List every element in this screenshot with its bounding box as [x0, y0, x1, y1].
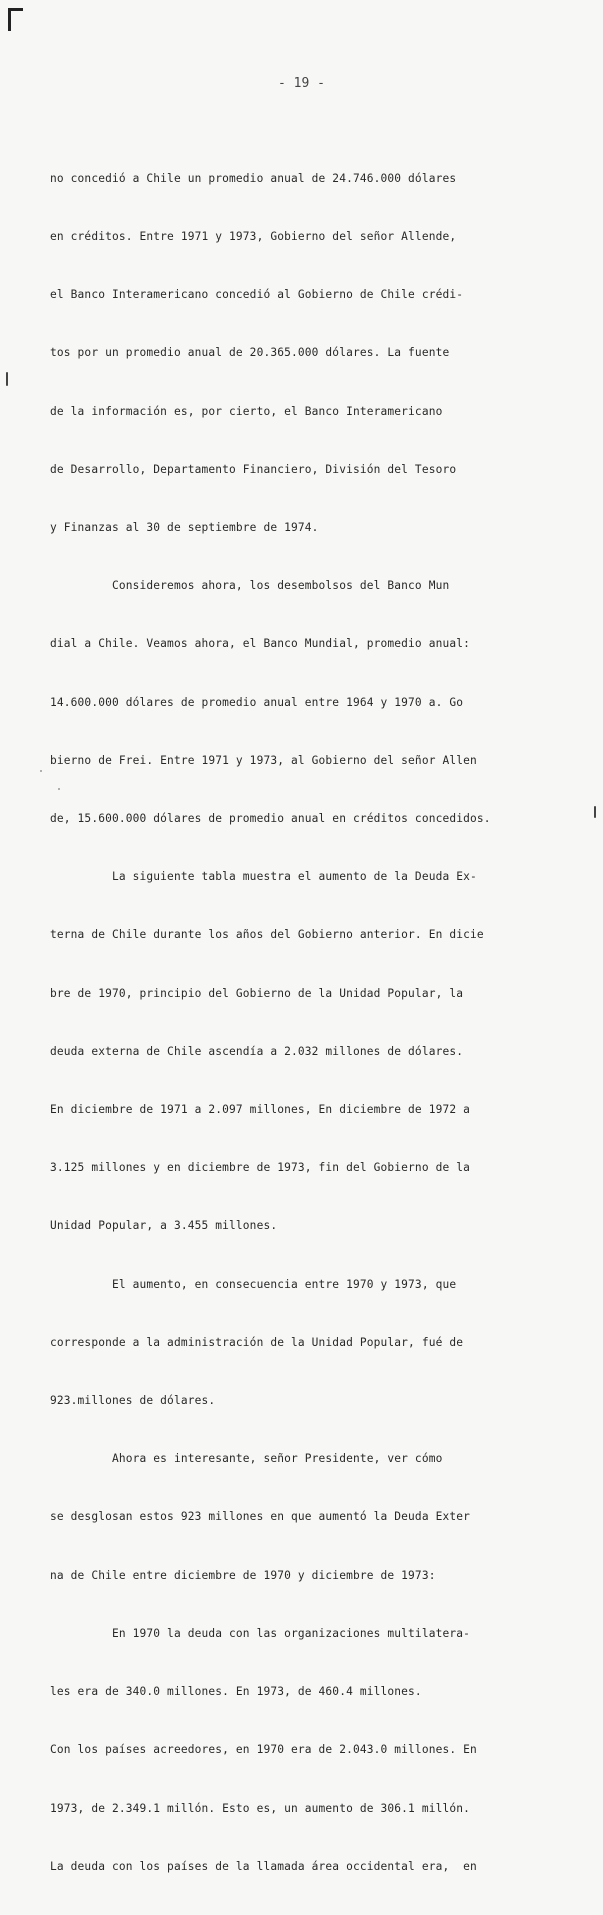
text-line: 14.600.000 dólares de promedio anual entre 1964 y 1970 a. Go [50, 695, 464, 709]
scan-speck [40, 770, 42, 772]
text-line: En diciembre de 1971 a 2.097 millones, En diciembre de 1972 a [50, 1103, 471, 1117]
text-line: En 1970 la deuda con las organizaciones multilatera- [50, 1626, 471, 1640]
text-line: deuda externa de Chile ascendía a 2.032 millones de dólares. [50, 1044, 464, 1058]
text-line: terna de Chile durante los años del Gobierno anterior. En dicie [50, 928, 484, 942]
text-line: 1973, de 2.349.1 millón. Esto es, un aumento de 306.1 millón. [50, 1801, 471, 1815]
text-line: La siguiente tabla muestra el aumento de la Deuda Ex- [50, 870, 477, 884]
text-line: Con los países acreedores, en 1970 era de 2.043.0 millones. En [50, 1743, 477, 1757]
text-line: 3.125 millones y en diciembre de 1973, fin del Gobierno de la [50, 1161, 471, 1175]
text-line: tos por un promedio anual de 20.365.000 dólares. La fuente [50, 346, 450, 360]
text-line: y Finanzas al 30 de septiembre de 1974. [50, 521, 319, 535]
text-line: La deuda con los países de la llamada área occidental era, en [50, 1859, 477, 1873]
text-line: de Desarrollo, Departamento Financiero, División del Tesoro [50, 462, 457, 476]
text-line: Unidad Popular, a 3.455 millones. [50, 1219, 278, 1233]
scan-corner-mark [8, 8, 23, 31]
scan-speck [58, 788, 60, 790]
page-number: - 19 - [278, 76, 325, 91]
text-line: corresponde a la administración de la Unidad Popular, fué de [50, 1335, 464, 1349]
text-line: les era de 340.0 millones. En 1973, de 460.4 millones. [50, 1685, 422, 1699]
text-line: no concedió a Chile un promedio anual de 24.746.000 dólares [50, 171, 457, 185]
text-line: Consideremos ahora, los desembolsos del Banco Mun [50, 579, 450, 593]
text-line: 923.millones de dólares. [50, 1394, 216, 1408]
scan-speck [594, 806, 596, 818]
text-line: de la información es, por cierto, el Banco Interamericano [50, 404, 443, 418]
text-line: en créditos. Entre 1971 y 1973, Gobierno del señor Allende, [50, 230, 457, 244]
text-line: na de Chile entre diciembre de 1970 y diciembre de 1973: [50, 1568, 436, 1582]
text-line: se desglosan estos 923 millones en que aumentó la Deuda Exter [50, 1510, 471, 1524]
text-line: Ahora es interesante, señor Presidente, ver cómo [50, 1452, 443, 1466]
text-line: El aumento, en consecuencia entre 1970 y 1973, que [50, 1277, 457, 1291]
body-text [50, 130, 570, 1915]
text-line: el Banco Interamericano concedió al Gobierno de Chile crédi- [50, 288, 464, 302]
text-line: dial a Chile. Veamos ahora, el Banco Mundial, promedio anual: [50, 637, 471, 651]
text-line: bierno de Frei. Entre 1971 y 1973, al Gobierno del señor Allen [50, 753, 477, 767]
scan-speck [6, 372, 8, 386]
text-line: de, 15.600.000 dólares de promedio anual en créditos concedidos. [50, 812, 491, 826]
text-line: bre de 1970, principio del Gobierno de la Unidad Popular, la [50, 986, 464, 1000]
